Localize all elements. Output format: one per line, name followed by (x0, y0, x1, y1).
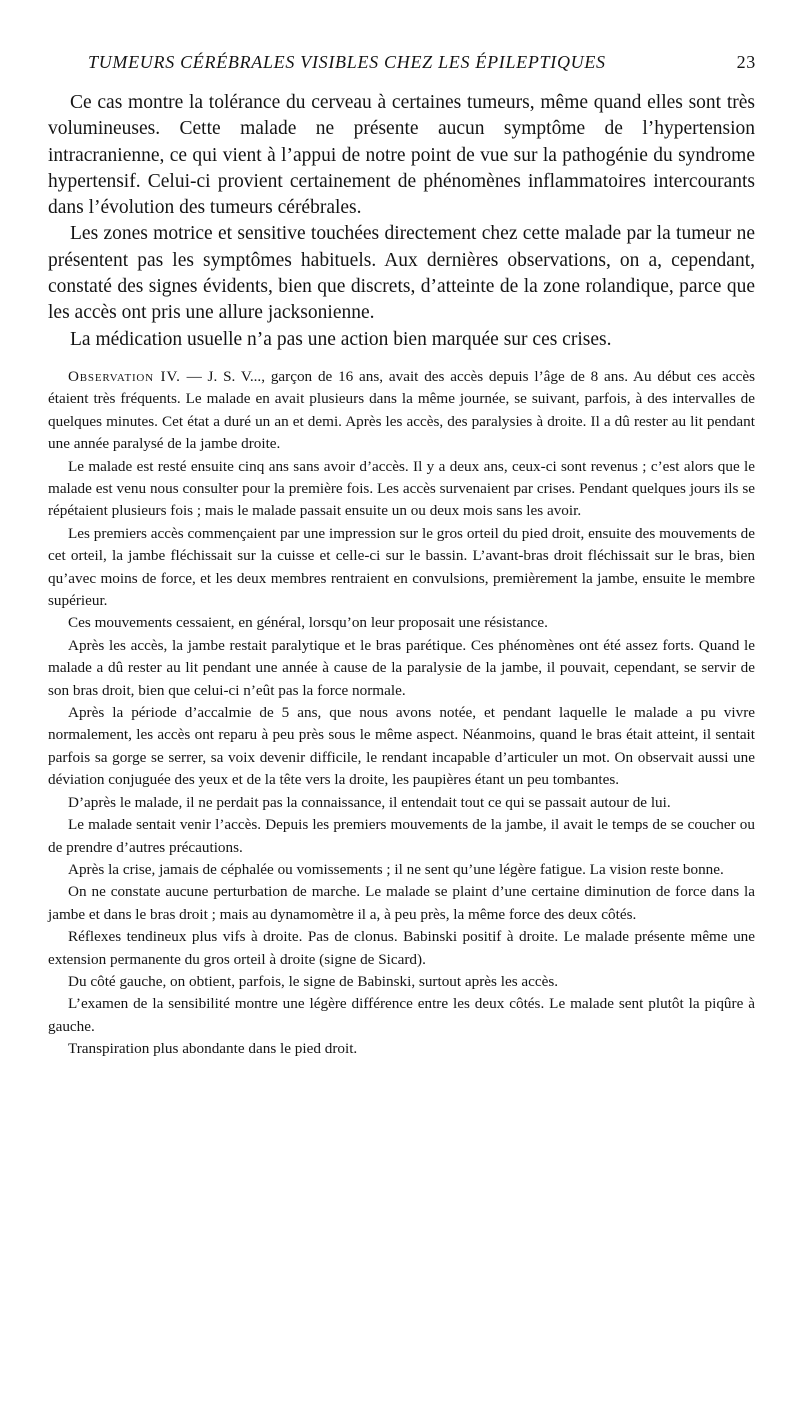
running-title: TUMEURS CÉRÉBRALES VISIBLES CHEZ LES ÉPILEPTIQUES (88, 52, 606, 72)
observation-paragraph (48, 366, 755, 456)
observation-paragraph: Après la crise, jamais de céphalée ou vomissements ; il ne sent qu’une légère fatigue. La vision reste bonne. (68, 860, 724, 878)
observation-intro: — J. S. V..., garçon de 16 ans, avait des accès depuis l’âge de 8 ans. Au début ces accès étaient très fréquents. Le malade en avait plusieurs dans la même journée, se suivant, parfois, à des intervalles de quelques minutes. Cet état a duré un an et demi. Après les accès, des paralysies à droite. Il a dû rester au lit pendant une année paralysé de la jambe droite. (48, 367, 755, 453)
observation-paragraph: Réflexes tendineux plus vifs à droite. Pas de clonus. Babinski positif à droite. Le malade présente même une extension permanente du gros orteil à droite (signe de Sicard). (48, 928, 755, 968)
page-body (48, 90, 755, 1061)
observation-paragraph: Les premiers accès commençaient par une impression sur le gros orteil du pied droit, ensuite des mouvements de cet orteil, la jambe fléchissait sur la cuisse et celle-ci sur le bassin. L’avant-bras droit fléchissait sur le bras, bien qu’avec moins de force, et les deux membres rentraient en convulsions, premièrement la jambe, ensuite le membre supérieur. (48, 524, 755, 610)
body-paragraph: Ce cas montre la tolérance du cerveau à certaines tumeurs, même quand elles sont très volumineuses. Cette malade ne présente aucun symptôme de l’hypertension intracranienne, ce qui vient à l’appui de notre point de vue sur la pathogénie du syndrome hypertensif. Celui-ci provient certainement de phénomènes inflammatoires intercourants dans l’évolution des tumeurs cérébrales. (48, 92, 755, 219)
body-paragraph: Les zones motrice et sensitive touchées directement chez cette malade par la tumeur ne présentent pas les symptômes habituels. Aux dernières observations, on a, cependant, constaté des signes évidents, bien que discrets, d’atteinte de la zone rolandique, parce que les accès ont pris une allure jacksonienne. (48, 223, 755, 324)
observation-paragraph: L’examen de la sensibilité montre une légère différence entre les deux côtés. Le malade sent plutôt la piqûre à gauche. (48, 995, 755, 1035)
observation-paragraph: Après les accès, la jambe restait paralytique et le bras parétique. Ces phénomènes ont été assez forts. Quand le malade a dû rester au lit pendant une année à cause de la paralysie de la jambe, il pouvait, cependant, se servir de son bras droit, bien que celui-ci n’eût pas la force normale. (48, 636, 755, 699)
observation-paragraph: Transpiration plus abondante dans le pied droit. (68, 1040, 358, 1058)
observation-paragraph: On ne constate aucune perturbation de marche. Le malade se plaint d’une certaine diminution de force dans la jambe et dans le bras droit ; mais au dynamomètre il a, à peu près, la même force des deux côtés. (48, 883, 755, 923)
observation-label: Observation IV. (68, 367, 181, 385)
observation-paragraph: Après la période d’accalmie de 5 ans, que nous avons notée, et pendant laquelle le malade a pu vivre normalement, les accès ont reparu à peu près sous le même aspect. Néanmoins, quand le bras était atteint, il sentait parfois sa gorge se serrer, sa voix devenir difficile, le rendant incapable d’articuler un mot. On observait aussi une déviation conjuguée des yeux et de la tête vers la droite, les paupières étant un peu tombantes. (48, 704, 755, 789)
observation-paragraph: Du côté gauche, on obtient, parfois, le signe de Babinski, surtout après les accès. (68, 972, 559, 990)
observation-paragraph: Ces mouvements cessaient, en général, lorsqu’on leur proposait une résistance. (68, 614, 548, 632)
observation-paragraph: Le malade est resté ensuite cinq ans sans avoir d’accès. Il y a deux ans, ceux-ci sont revenus ; c’est alors que le malade est venu nous consulter pour la première fois. Les accès survenaient par crises. Pendant quelques jours ils se répétaient plusieurs fois ; mais le malade passait ensuite un ou deux mois sans les avoir. (48, 457, 755, 520)
observation-block (48, 366, 755, 1061)
observation-paragraph: D’après le malade, il ne perdait pas la connaissance, il entendait tout ce qui se passait autour de lui. (68, 793, 671, 811)
page-number: 23 (736, 52, 756, 72)
running-head (88, 52, 756, 78)
body-paragraph: La médication usuelle n’a pas une action bien marquée sur ces crises. (70, 328, 612, 350)
observation-paragraph: Le malade sentait venir l’accès. Depuis les premiers mouvements de la jambe, il avait le temps de se coucher ou de prendre d’autres précautions. (48, 816, 755, 856)
